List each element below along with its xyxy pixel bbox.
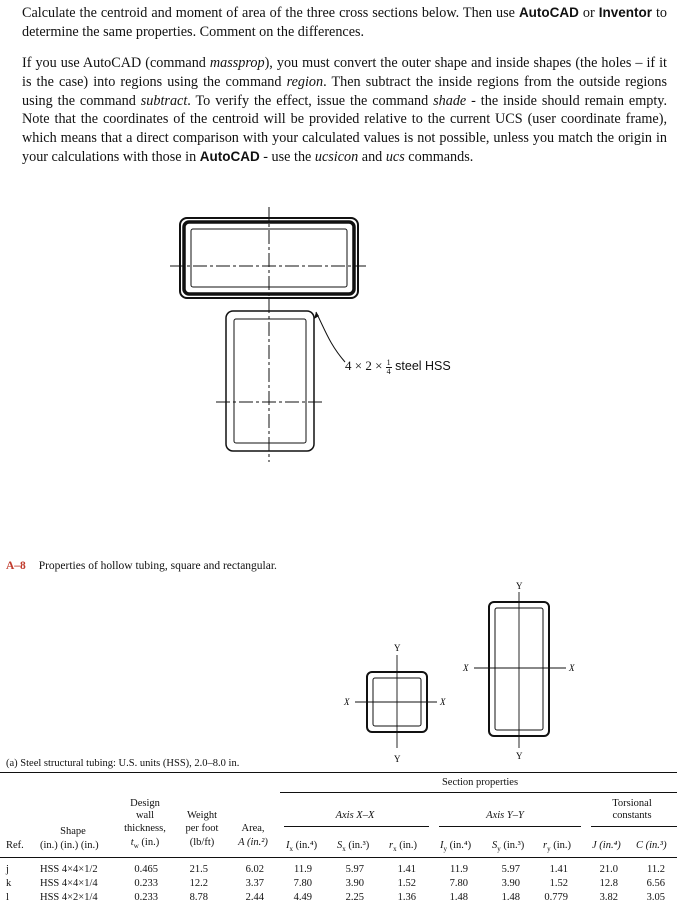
header-axis-x: Axis X–X: [335, 810, 375, 821]
axis-label-x3: X: [463, 663, 469, 673]
header-torsional: Torsional: [612, 798, 652, 809]
header-thickness: thickness,: [124, 823, 166, 834]
cmd-massprop: massprop: [209, 55, 265, 71]
header-Iy: $I_y$ (in.⁴): [440, 840, 472, 854]
table-subtitle: (a) Steel structural tubing: U.S. units (HSS), 2.0–8.0 in.: [6, 758, 240, 769]
header-J: J (in.⁴): [592, 840, 621, 851]
axis-label-y4: Y: [516, 751, 523, 761]
header-rx: $r_x$ (in.): [389, 840, 418, 854]
header-ry: $r_y$ (in.): [543, 840, 572, 854]
header-perfoot: per foot: [185, 823, 219, 834]
cmd-ucsicon: ucsicon: [314, 148, 359, 165]
header-shape: Shape: [60, 826, 86, 837]
axis-label-y3: Y: [516, 581, 523, 591]
header-shape-units: (in.) (in.) (in.): [40, 840, 99, 851]
brand-autocad: AutoCAD: [518, 5, 579, 20]
header-tw: $t_w$ (in.): [130, 837, 160, 851]
axis-label-y1: Y: [394, 643, 401, 653]
header-axis-y: Axis Y–Y: [486, 810, 524, 821]
cmd-subtract: subtract: [140, 92, 188, 109]
axis-label-x2: X: [440, 697, 446, 707]
appendix-tag: A–8: [6, 560, 26, 572]
table-row: k HSS 4×4×1/4 0.233 12.2 3.37 7.80 3.90 1.52 7.80 3.90 1.52 12.8 6.56: [6, 878, 665, 889]
brand-inventor: Inventor: [598, 5, 652, 20]
header-ref: Ref.: [6, 840, 24, 851]
header-constants: constants: [612, 810, 652, 821]
axis-label-x1: X: [344, 697, 350, 707]
header-design: Design: [130, 798, 160, 809]
header-area: Area,: [241, 823, 265, 834]
axis-label-x4: X: [569, 663, 575, 673]
header-Ix: $I_x$ (in.⁴): [286, 840, 318, 854]
problem-instructions: If you use AutoCAD (command massprop), you must convert the outer shape and inside shapes (the holes – if it is the case) into regions using the command region. Then subtract the inside regions from the outside regions using the command subtract. To verify the effect, issue the command shade - the inside should remain empty. Note that the coordinates of the centroid will be provided relative to the current UCS (user coordinate frame), which means that a direct comparison with your calculated values is not possible, unless you match the origin in your calculations with those in AutoCAD - use the ucsicon and ucs commands.: [22, 55, 668, 165]
hss-label: 4 × 2 × $\frac{1}{4}$ steel HSS: [345, 357, 451, 376]
section-props-header: Section properties: [441, 777, 519, 788]
header-Sy: $S_y$ (in.³): [492, 840, 525, 854]
header-weight: Weight: [186, 810, 218, 821]
problem-intro: Calculate the centroid and moment of area of the three cross sections below. Then use AutoCAD or Inventor to determine the same properties. Comment on the differences.: [22, 5, 667, 40]
header-Sx: $S_x$ (in.³): [337, 840, 370, 854]
cmd-ucs: ucs: [385, 148, 405, 165]
header-wall: wall: [135, 810, 155, 821]
cmd-shade: shade: [433, 92, 467, 109]
header-lbft: (lb/ft): [189, 837, 215, 848]
header-A: A (in.²): [238, 837, 268, 848]
axis-label-y2: Y: [394, 754, 401, 764]
header-C: C (in.³): [636, 840, 667, 851]
table-row: j HSS 4×4×1/2 0.465 21.5 6.02 11.9 5.97 1.41 11.9 5.97 1.41 21.0 11.2: [6, 864, 665, 875]
brand-autocad-2: AutoCAD: [199, 148, 260, 164]
table-row: l HSS 4×2×1/4 0.233 8.78 2.44 4.49 2.25 1.36 1.48 1.48 0.779 3.82 3.05: [6, 892, 665, 903]
appendix-header: A–8 Properties of hollow tubing, square and rectangular.: [6, 560, 277, 572]
cmd-region: region: [286, 73, 324, 90]
